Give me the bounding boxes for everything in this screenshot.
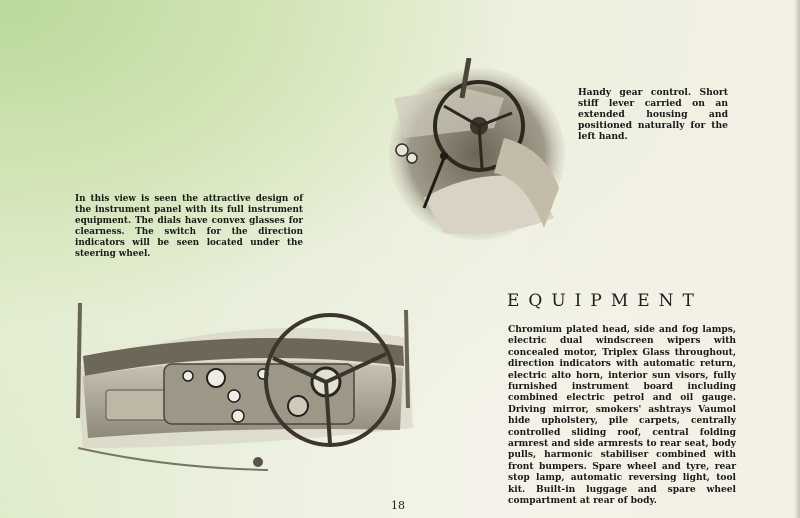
instrument-panel-caption: In this view is seen the attractive design of the instrument panel with its full instrument equipment. The dials have convex glasses for clearness. The switch for the direction indicators will be seen located under the steering wheel. bbox=[75, 194, 303, 259]
gear-control-illustration bbox=[384, 58, 570, 242]
gear-control-caption: Handy gear control. Short stiff lever carried on an extended housing and positioned naturally for the left hand. bbox=[578, 87, 728, 142]
equipment-body-text: Chromium plated head, side and fog lamps, electric dual windscreen wipers with concealed motor, Triplex Glass throughout, direction indicators with automatic return, electric alto horn, interior sun visors, fully furnished instrument board including combined electric petrol and oil gauge. Driving mirror, smokers' ashtrays Vaumol hide upholstery, pile carpets, centrally controlled sliding roof, central folding armrest and side armrests to rear seat, body pulls, harmonic stabiliser combined with front bumpers. Spare wheel and tyre, rear stop lamp, automatic reversing light, tool kit. Built-in luggage and spare wheel compartment at rear of body. bbox=[508, 324, 736, 507]
page-number: 18 bbox=[391, 499, 405, 512]
page-edge-shadow bbox=[794, 0, 800, 518]
section-heading: EQUIPMENT bbox=[507, 291, 703, 311]
instrument-panel-illustration bbox=[68, 298, 416, 478]
